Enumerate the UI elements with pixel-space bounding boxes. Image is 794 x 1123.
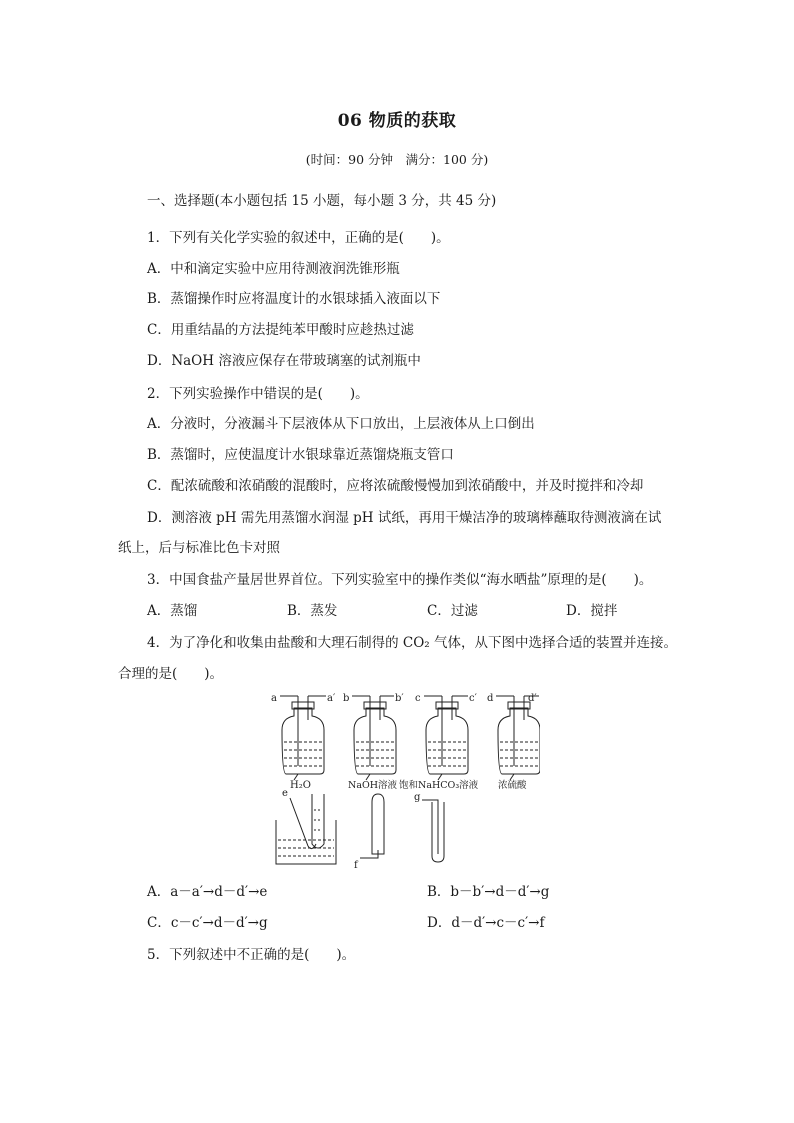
collector-label-e: e: [282, 788, 288, 799]
port-label-d-prime: d′: [528, 693, 537, 704]
exam-info: (时间：90 分钟 满分：100 分): [305, 152, 489, 167]
question-2-option-d-continued: 纸上，后与标准比色卡对照: [118, 540, 280, 556]
port-label-c: c: [415, 693, 421, 704]
bottle-label-nahco3: 饱和NaHCO₃溶液: [399, 780, 479, 791]
port-label-b-prime: b′: [395, 693, 404, 704]
question-4-option-b: B．b－b′→d－d′→g: [427, 884, 550, 900]
question-3-option-b: B．蒸发: [287, 603, 338, 619]
port-label-b: b: [343, 693, 350, 704]
question-3-option-a: A．蒸馏: [147, 603, 198, 619]
bottle-label-water: H₂O: [290, 780, 311, 791]
port-label-c-prime: c′: [469, 693, 477, 704]
question-3-option-d: D．搅拌: [566, 603, 618, 619]
question-2-option-d: D．测溶液 pH 需先用蒸馏水润湿 pH 试纸，再用干燥洁净的玻璃棒蘸取待测液滴在试: [147, 510, 662, 526]
gas-washing-bottle-d: [496, 696, 540, 780]
question-1-option-c: C．用重结晶的方法提纯苯甲酸时应趁热过滤: [147, 322, 414, 338]
question-4-option-c: C．c－c′→d－d′→g: [147, 915, 268, 931]
question-2-stem: 2．下列实验操作中错误的是( )。: [147, 386, 369, 402]
collector-label-g: g: [414, 792, 421, 803]
gas-washing-bottle-a: [280, 696, 326, 780]
collector-label-f: f: [354, 860, 358, 870]
question-1-option-b: B．蒸馏操作时应将温度计的水银球插入液面以下: [147, 291, 441, 307]
upward-air-collector: [360, 794, 384, 858]
port-label-a-prime: a′: [327, 693, 336, 704]
question-3-stem: 3．中国食盐产量居世界首位。下列实验室中的操作类似“海水晒盐”原理的是( )。: [147, 572, 653, 588]
question-2-option-c: C．配浓硫酸和浓硝酸的混酸时，应将浓硫酸慢慢加到浓硝酸中，并及时搅拌和冷却: [147, 478, 644, 494]
question-2-option-a: A．分液时，分液漏斗下层液体从下口放出，上层液体从上口倒出: [147, 416, 535, 432]
question-2-option-b: B．蒸馏时，应使温度计水银球靠近蒸馏烧瓶支管口: [147, 447, 454, 463]
question-4-stem: 4．为了净化和收集由盐酸和大理石制得的 CO₂ 气体，从下图中选择合适的装置并连接。: [147, 635, 677, 651]
bottle-label-sulfuric: 浓硫酸: [498, 780, 527, 791]
question-4-option-d: D．d－d′→c－c′→f: [427, 915, 545, 931]
apparatus-figure: [268, 690, 540, 870]
page-title: 06 物质的获取: [337, 111, 457, 131]
gas-washing-bottle-c: [424, 696, 468, 780]
question-5-stem: 5．下列叙述中不正确的是( )。: [147, 947, 356, 963]
question-1-option-a: A．中和滴定实验中应用待测液润洗锥形瓶: [147, 261, 400, 277]
gas-washing-bottle-b: [352, 696, 396, 780]
question-3-option-c: C．过滤: [427, 603, 478, 619]
question-1-stem: 1．下列有关化学实验的叙述中，正确的是( )。: [147, 230, 450, 246]
question-4-stem-continued: 合理的是( )。: [118, 666, 224, 682]
downward-air-collector: [422, 800, 444, 862]
question-4-option-a: A．a－a′→d－d′→e: [147, 884, 268, 900]
question-1-option-d: D．NaOH 溶液应保存在带玻璃塞的试剂瓶中: [147, 353, 421, 369]
port-label-d: d: [487, 693, 494, 704]
bottle-label-naoh: NaOH溶液: [348, 780, 398, 791]
section-heading: 一、选择题(本小题包括 15 小题，每小题 3 分，共 45 分): [147, 193, 497, 209]
water-trough-collector: [276, 794, 336, 864]
port-label-a: a: [271, 693, 277, 704]
